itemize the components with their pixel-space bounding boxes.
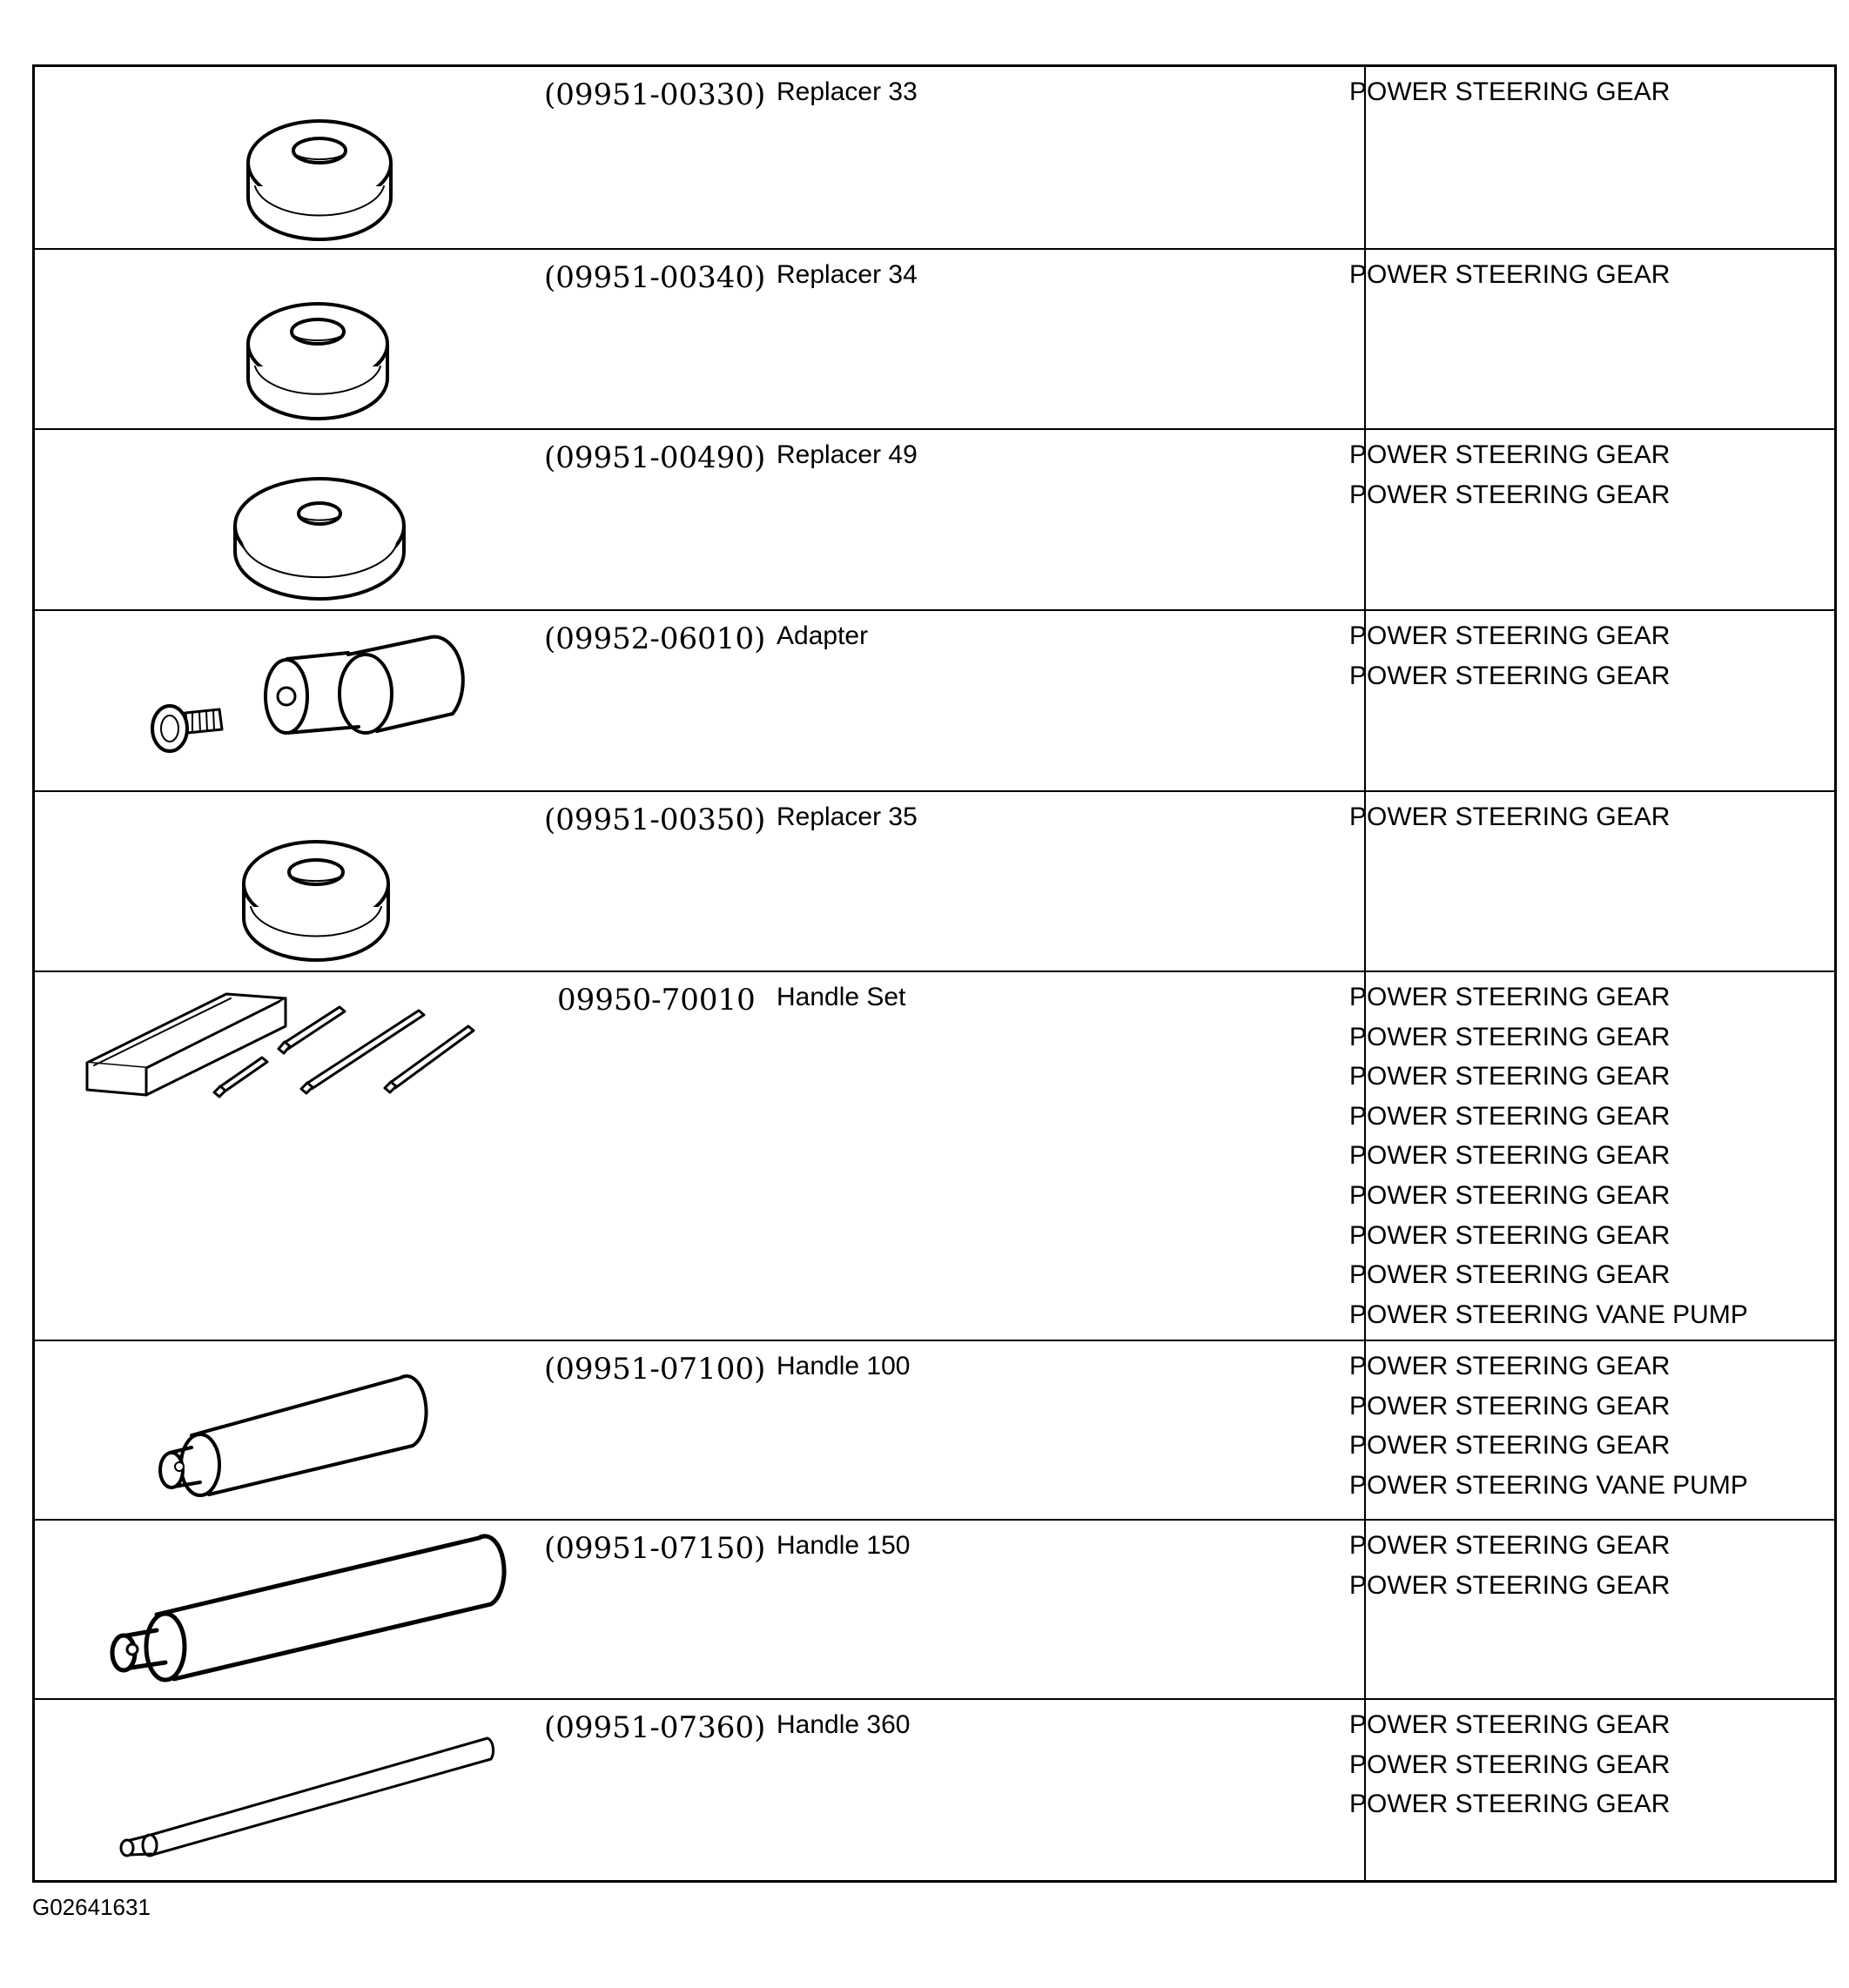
- usage-item: POWER STEERING VANE PUMP: [1349, 1300, 1748, 1329]
- tool-name: Replacer 35: [777, 803, 918, 831]
- figure-id: G02641631: [32, 1894, 151, 1920]
- table-row: [35, 1700, 1834, 1881]
- handle-icon: [35, 1341, 557, 1519]
- usage-item: POWER STEERING GEAR: [1349, 1750, 1671, 1779]
- usage-item: POWER STEERING GEAR: [1349, 621, 1671, 650]
- table-row: [35, 611, 1834, 790]
- adapter-icon: [35, 611, 557, 790]
- handle-set-icon: [35, 972, 557, 1340]
- part-number: (09951-07150): [544, 1531, 766, 1566]
- usage-item: POWER STEERING GEAR: [1349, 1220, 1671, 1250]
- table-row: [35, 972, 1834, 1340]
- usage-item: POWER STEERING GEAR: [1349, 480, 1671, 509]
- handle-icon: [35, 1700, 557, 1881]
- part-number: (09951-07360): [544, 1710, 766, 1745]
- usage-list: [1349, 803, 1670, 843]
- usage-item: POWER STEERING GEAR: [1349, 1022, 1671, 1051]
- usage-item: POWER STEERING GEAR: [1349, 1790, 1671, 1819]
- table-row: [35, 792, 1834, 970]
- usage-item: POWER STEERING GEAR: [1349, 77, 1671, 106]
- usage-list: [1349, 1531, 1670, 1610]
- usage-item: POWER STEERING GEAR: [1349, 1352, 1671, 1380]
- usage-item: POWER STEERING GEAR: [1349, 440, 1671, 469]
- table-row: [35, 1341, 1834, 1519]
- replacer-ring-icon: [35, 430, 557, 609]
- replacer-ring-icon: [35, 792, 557, 970]
- replacer-ring-icon: [35, 250, 557, 428]
- tool-name: Handle 150: [777, 1531, 911, 1560]
- usage-list: [1349, 1352, 1748, 1510]
- usage-item: POWER STEERING GEAR: [1349, 1710, 1671, 1739]
- usage-item: POWER STEERING GEAR: [1349, 1141, 1671, 1171]
- replacer-ring-icon: [35, 67, 557, 248]
- usage-item: POWER STEERING GEAR: [1349, 1431, 1671, 1461]
- table-row: [35, 1521, 1834, 1698]
- usage-list: [1349, 983, 1748, 1340]
- tool-name: Replacer 34: [777, 260, 918, 289]
- usage-item: POWER STEERING GEAR: [1349, 1531, 1671, 1560]
- tool-name: Handle 100: [777, 1352, 911, 1380]
- table-row: [35, 250, 1834, 428]
- part-number: 09950-70010: [557, 983, 756, 1018]
- part-number: (09951-07100): [544, 1352, 766, 1387]
- usage-item: POWER STEERING VANE PUMP: [1349, 1470, 1748, 1500]
- table-row: [35, 67, 1834, 248]
- part-number: (09951-00350): [544, 803, 766, 837]
- usage-list: [1349, 77, 1670, 118]
- table-row: [35, 430, 1834, 609]
- usage-list: [1349, 621, 1670, 701]
- usage-item: POWER STEERING GEAR: [1349, 260, 1671, 289]
- tool-table: [32, 64, 1837, 1883]
- usage-item: POWER STEERING GEAR: [1349, 661, 1671, 690]
- usage-item: POWER STEERING GEAR: [1349, 1570, 1671, 1600]
- usage-list: [1349, 1710, 1670, 1830]
- handle-icon: [35, 1521, 557, 1698]
- tool-name: Handle 360: [777, 1710, 911, 1739]
- part-number: (09951-00490): [544, 440, 766, 475]
- tool-name: Adapter: [777, 621, 869, 650]
- tool-name: Replacer 33: [777, 77, 918, 106]
- usage-item: POWER STEERING GEAR: [1349, 1260, 1671, 1290]
- tool-name: Replacer 49: [777, 440, 918, 469]
- usage-item: POWER STEERING GEAR: [1349, 983, 1671, 1011]
- part-number: (09951-00330): [544, 77, 766, 112]
- usage-item: POWER STEERING GEAR: [1349, 1180, 1671, 1210]
- usage-item: POWER STEERING GEAR: [1349, 1062, 1671, 1091]
- usage-list: [1349, 260, 1670, 300]
- tool-name: Handle Set: [777, 983, 906, 1011]
- part-number: (09951-00340): [544, 260, 766, 295]
- usage-item: POWER STEERING GEAR: [1349, 803, 1671, 831]
- usage-item: POWER STEERING GEAR: [1349, 1391, 1671, 1420]
- usage-list: [1349, 440, 1670, 520]
- usage-item: POWER STEERING GEAR: [1349, 1101, 1671, 1131]
- part-number: (09952-06010): [544, 621, 766, 656]
